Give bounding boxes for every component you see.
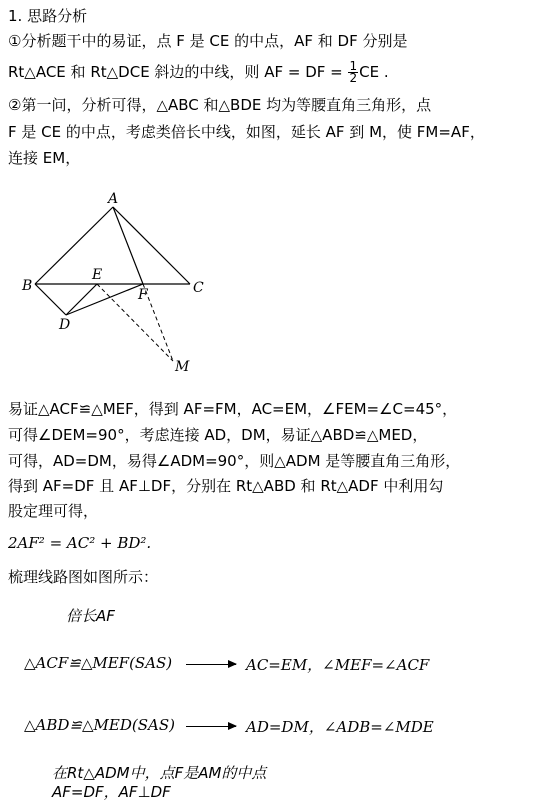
proof-summary: 梳理线路图如图所示： (8, 568, 159, 586)
fraction-numerator: 1 (349, 59, 358, 73)
flow-row1-left: △ACF≌△MEF(SAS) (24, 654, 173, 672)
fraction-denominator: 2 (349, 71, 358, 85)
label-d: D (59, 317, 71, 333)
label-m: M (175, 359, 190, 375)
flow-bottom-line2: AF=DF，AF⊥DF (52, 783, 171, 801)
segment-de (66, 284, 97, 315)
segment-df (66, 284, 143, 315)
flow-row2-left: △ABD≌△MED(SAS) (24, 716, 175, 734)
analysis-p2-line2: F 是 CE 的中点，考虑类倍长中线，如图，延长 AF 到 M，使 FM=AF， (8, 123, 485, 141)
label-a: A (108, 191, 119, 207)
analysis-p1-line2-b: CE . (359, 63, 389, 81)
proof-line3: 可得，AD=DM，易得∠ADM=90°，则△ADM 是等腰直角三角形， (8, 452, 461, 470)
segment-af (113, 207, 143, 284)
segment-bd (35, 284, 66, 315)
label-b: B (22, 278, 33, 294)
proof-line4: 得到 AF=DF 且 AF⊥DF，分别在 Rt△ABD 和 Rt△ADF 中利用勾 (8, 477, 444, 495)
analysis-p1-line2-a: Rt△ACE 和 Rt△DCE 斜边的中线，则 AF = DF = (8, 63, 348, 81)
flow-bottom-line1: 在Rt△ADM中，点F是AM的中点 (52, 764, 267, 782)
label-c: C (193, 280, 204, 296)
proof-formula: 2AF² = AC² + BD². (8, 534, 152, 552)
segment-ac (113, 207, 190, 284)
flow-row1-right: AC=EM，∠MEF=∠ACF (246, 656, 430, 674)
analysis-p2-line1: ②第一问，分析可得，△ABC 和△BDE 均为等腰直角三角形，点 (8, 96, 432, 114)
proof-line2: 可得∠DEM=90°，考虑连接 AD，DM，易证△ABD≌△MED， (8, 426, 428, 444)
flow-row2-right: AD=DM，∠ADB=∠MDE (246, 718, 434, 736)
flow-row1-arrow-icon (186, 664, 236, 665)
analysis-heading: 1. 思路分析 (8, 7, 88, 25)
analysis-p1-line1: ①分析题干中的易证，点 F 是 CE 的中点，AF 和 DF 分别是 (8, 32, 408, 50)
flow-top-label: 倍长AF (66, 607, 115, 625)
label-e: E (92, 267, 103, 283)
label-f: F (138, 287, 148, 303)
proof-line5: 股定理可得， (8, 502, 99, 520)
segment-em-dashed (97, 284, 173, 361)
flow-row2-arrow-icon (186, 726, 236, 727)
analysis-p2-line3: 连接 EM， (8, 149, 81, 167)
proof-line1: 易证△ACF≌△MEF，得到 AF=FM，AC=EM，∠FEM=∠C=45°， (8, 400, 458, 418)
